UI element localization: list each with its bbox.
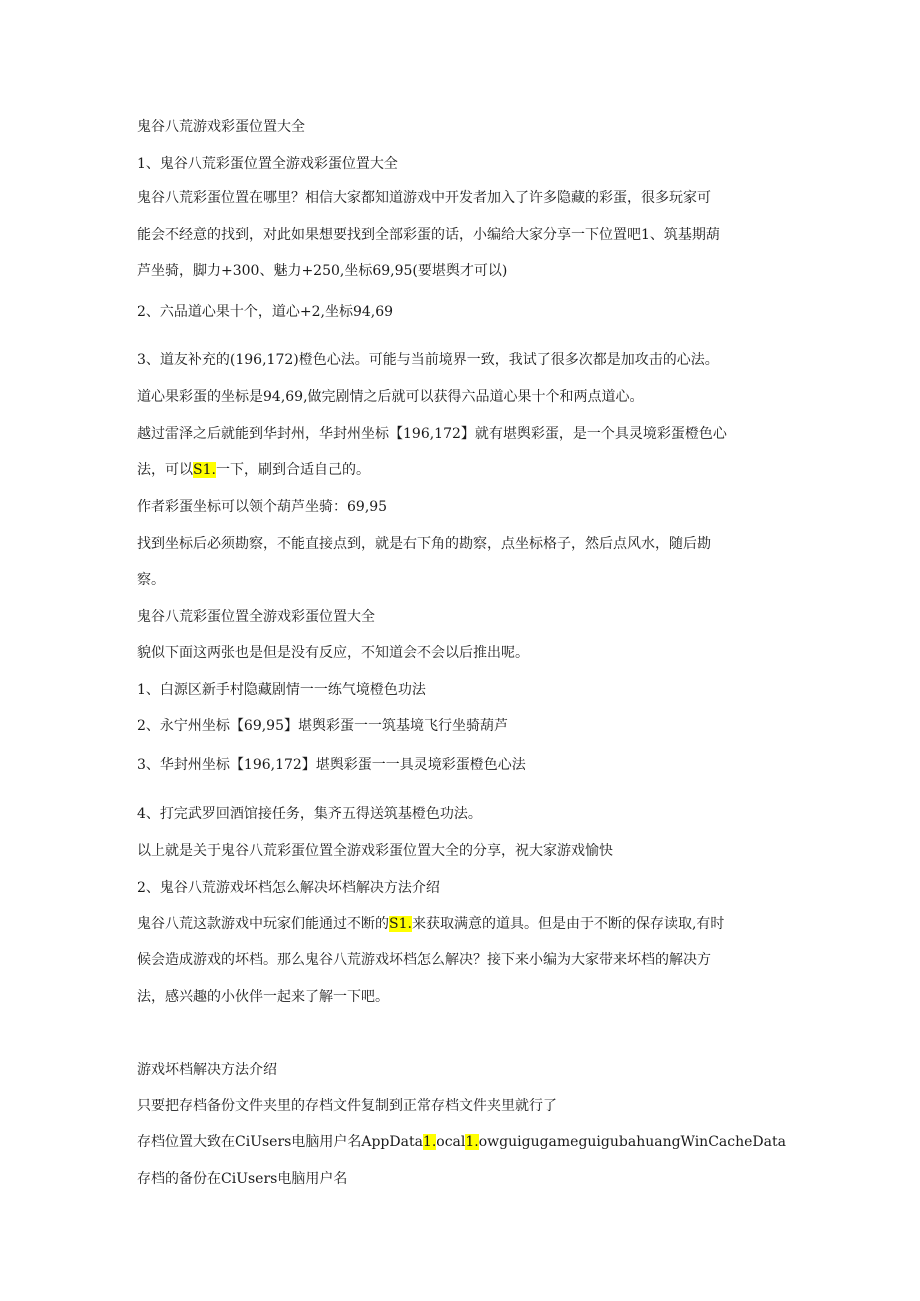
text-run: 作者彩蛋坐标可以领个葫芦坐骑：69,95 [137, 499, 388, 515]
highlighted-text: S1. [193, 462, 216, 478]
text-run: 4、打完武罗回酒馆接任务，集齐五得送筑基橙色功法。 [137, 806, 482, 822]
text-line [137, 535, 797, 553]
text-run: 察。 [137, 572, 165, 588]
text-run: 1、鬼谷八荒彩蛋位置全游戏彩蛋位置大全 [137, 156, 398, 172]
text-line [137, 842, 797, 860]
text-run: 法，可以 [137, 462, 193, 478]
text-line [137, 681, 797, 699]
text-line [137, 118, 797, 136]
text-line [137, 1061, 797, 1079]
text-line [137, 571, 797, 589]
text-line [137, 351, 797, 369]
text-line [137, 879, 797, 897]
text-run: 2、永宁州坐标【69,95】堪舆彩蛋一一筑基境飞行坐骑葫芦 [137, 718, 508, 734]
highlighted-text: 1. [422, 1134, 437, 1150]
text-run: 1、白源区新手村隐藏剧情一一练气境橙色功法 [137, 682, 426, 698]
text-line [137, 388, 797, 406]
highlighted-text: S1. [389, 916, 412, 932]
text-line [137, 189, 797, 207]
text-run: 以上就是关于鬼谷八荒彩蛋位置全游戏彩蛋位置大全的分享，祝大家游戏愉快 [137, 843, 613, 859]
text-run: 芦坐骑，脚力+300、魅力+250,坐标69,95(要堪舆才可以) [137, 263, 508, 279]
highlighted-text: 1. [465, 1134, 479, 1150]
text-line [137, 425, 797, 443]
text-line [137, 756, 797, 774]
text-run: 越过雷泽之后就能到华封州，华封州坐标【196,172】就有堪舆彩蛋，是一个具灵境彩蛋橙色心 [137, 426, 727, 442]
text-line [137, 644, 797, 662]
text-line [137, 951, 797, 969]
text-run: 3、华封州坐标【196,172】堪舆彩蛋一一具灵境彩蛋橙色心法 [137, 757, 526, 773]
text-line [137, 805, 797, 823]
text-run: 找到坐标后必须勘察，不能直接点到，就是右下角的勘察，点坐标格子，然后点风水，随后勘 [137, 536, 711, 552]
text-run: 2、六品道心果十个，道心+2,坐标94,69 [137, 304, 394, 320]
text-run: 一下，刷到合适自己的。 [215, 462, 370, 478]
text-run: 3、道友补充的(196,172)橙色心法。可能与当前境界一致，我试了很多次都是加攻击的心法。 [137, 352, 719, 368]
text-run: 来获取满意的道具。但是由于不断的保存读取,有时 [411, 916, 725, 932]
text-line [137, 303, 797, 321]
text-run: 2、鬼谷八荒游戏坏档怎么解决坏档解决方法介绍 [137, 880, 440, 896]
text-run: 法，感兴趣的小伙伴一起来了解一下吧。 [137, 989, 389, 1005]
text-run: 候会造成游戏的坏档。那么鬼谷八荒游戏坏档怎么解决？接下来小编为大家带来坏档的解决方 [137, 952, 711, 968]
text-run: owguigugameguigubahuangWinCacheData [478, 1134, 786, 1150]
text-line [137, 226, 797, 244]
text-run: 鬼谷八荒游戏彩蛋位置大全 [137, 119, 305, 135]
text-run: 鬼谷八荒彩蛋位置在哪里？相信大家都知道游戏中开发者加入了许多隐藏的彩蛋，很多玩家可 [137, 190, 711, 206]
text-run: 貌似下面这两张也是但是没有反应，不知道会不会以后推出呢。 [137, 645, 529, 661]
text-line [137, 988, 797, 1006]
text-line [137, 461, 797, 479]
text-line [137, 155, 797, 173]
text-line [137, 717, 797, 735]
text-run: ocal [436, 1134, 466, 1150]
text-run: 游戏坏档解决方法介绍 [137, 1062, 277, 1078]
text-run: 只要把存档备份文件夹里的存档文件复制到正常存档文件夹里就行了 [137, 1098, 557, 1114]
text-line [137, 262, 797, 280]
text-line [137, 915, 797, 933]
text-run: 能会不经意的找到，对此如果想要找到全部彩蛋的话，小编给大家分享一下位置吧1、筑基期葫 [137, 227, 720, 243]
text-line [137, 498, 797, 516]
text-line [137, 608, 797, 626]
text-line [137, 1097, 797, 1115]
text-line [137, 1133, 797, 1151]
text-run: 鬼谷八荒彩蛋位置全游戏彩蛋位置大全 [137, 609, 375, 625]
text-run: 存档位置大致在CiUsers电脑用户名AppData [137, 1134, 423, 1150]
text-line [137, 1170, 797, 1188]
text-run: 鬼谷八荒这款游戏中玩家们能通过不断的 [137, 916, 389, 932]
text-run: 存档的备份在CiUsers电脑用户名 [137, 1171, 348, 1187]
text-run: 道心果彩蛋的坐标是94,69,做完剧情之后就可以获得六品道心果十个和两点道心。 [137, 389, 644, 405]
